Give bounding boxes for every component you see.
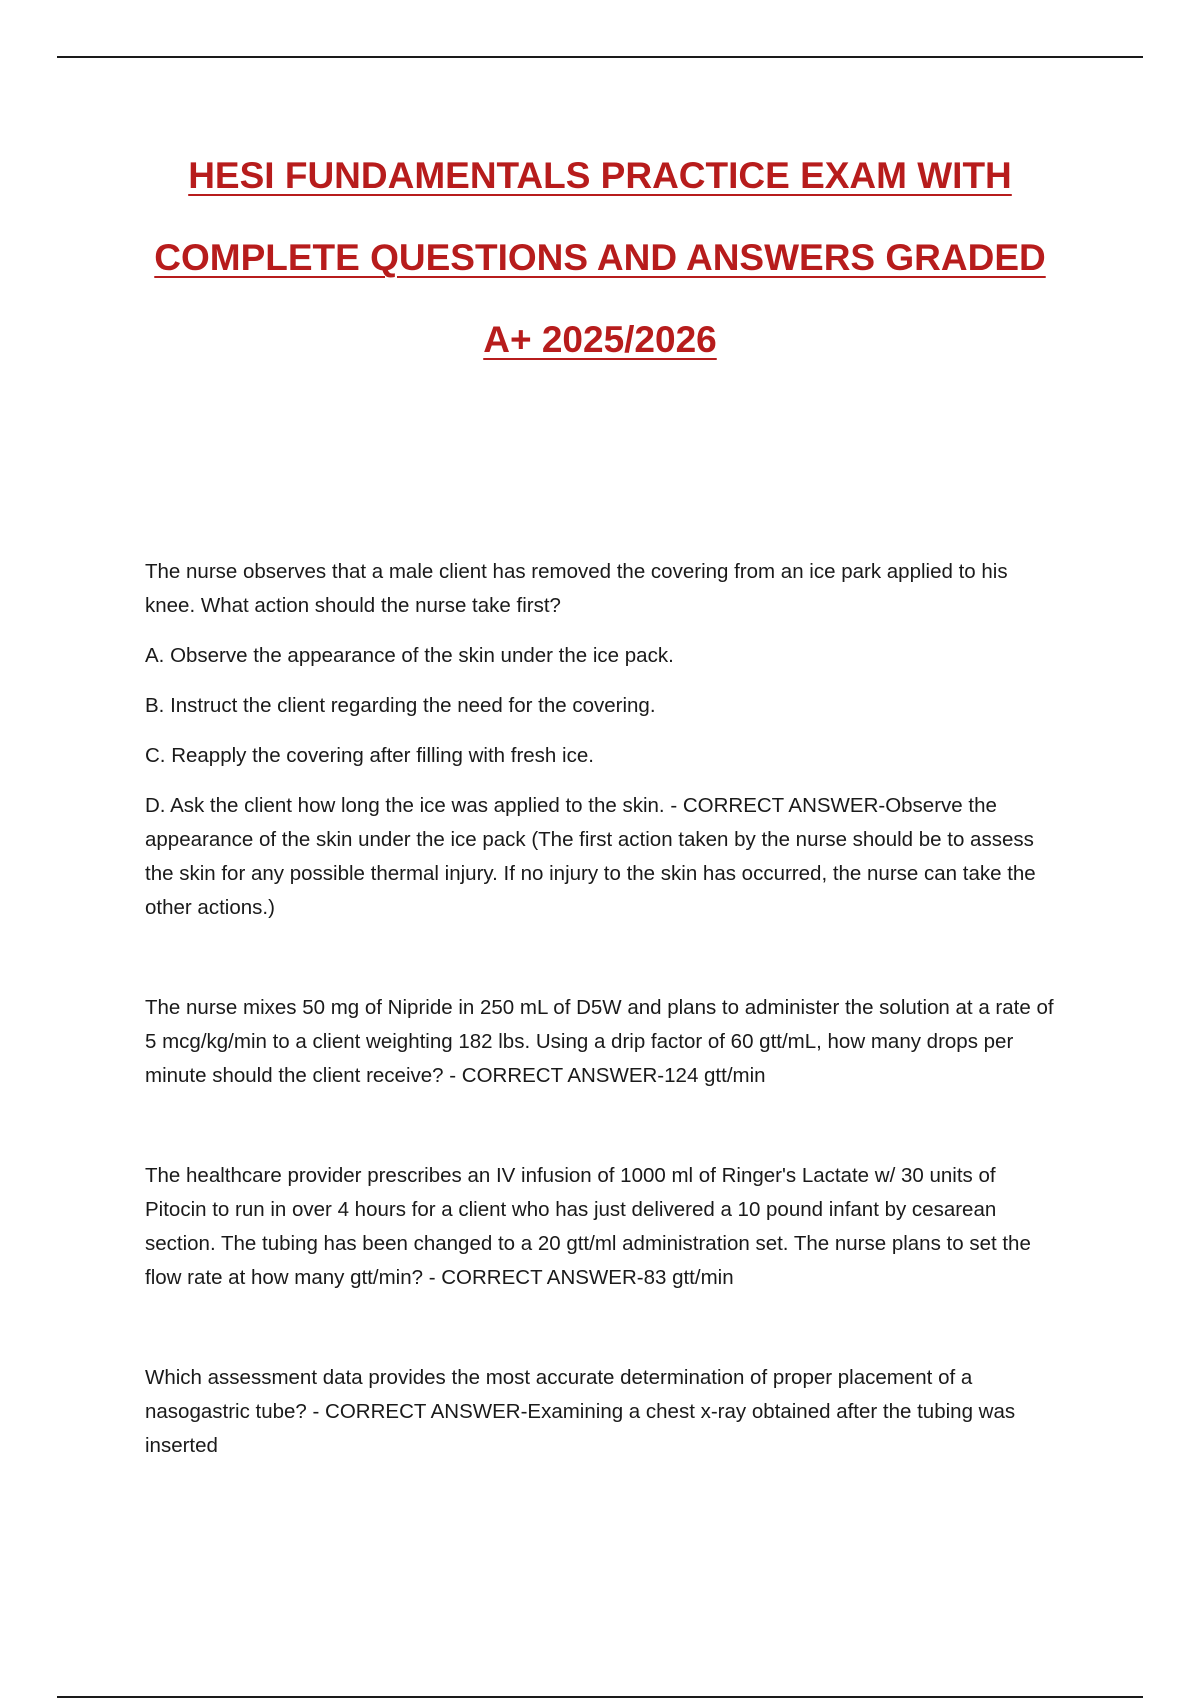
option-a: A. Observe the appearance of the skin under the ice pack. xyxy=(145,644,674,667)
title-line-2: COMPLETE QUESTIONS AND ANSWERS GRADED xyxy=(154,237,1046,278)
question-block-3 xyxy=(145,1159,1055,1295)
title-line-3: A+ 2025/2026 xyxy=(483,319,717,360)
question-list xyxy=(145,555,1055,1529)
question-block-4 xyxy=(145,1361,1055,1463)
question-with-answer: Which assessment data provides the most accurate determination of proper placement of a nasogastric tube? - CORRECT ANSWER-Examining a chest x-ray obtained after the tubing was inserted xyxy=(145,1366,1016,1457)
question-block-2 xyxy=(145,991,1055,1093)
question-with-answer: The nurse mixes 50 mg of Nipride in 250 mL of D5W and plans to administer the solution at a rate of 5 mcg/kg/min to a client weighting 182 lbs. Using a drip factor of 60 gtt/mL, how many drops per minute should the client receive? - CORRECT ANSWER-124 gtt/min xyxy=(145,996,1054,1087)
title-line-1: HESI FUNDAMENTALS PRACTICE EXAM WITH xyxy=(188,155,1012,196)
option-c: C. Reapply the covering after filling with fresh ice. xyxy=(145,744,594,767)
question-with-answer: The healthcare provider prescribes an IV infusion of 1000 ml of Ringer's Lactate w/ 30 units of Pitocin to run in over 4 hours for a client who has just delivered a 10 pound infant by cesarean section. The tubing has been changed to a 20 gtt/ml administration set. The nurse plans to set the flow rate at how many gtt/min? - CORRECT ANSWER-83 gtt/min xyxy=(145,1164,1031,1289)
document-title xyxy=(0,135,1200,381)
top-rule xyxy=(57,56,1143,58)
question-text: The nurse observes that a male client has removed the covering from an ice park applied to his knee. What action should the nurse take first? xyxy=(145,560,1008,617)
option-d-with-answer: D. Ask the client how long the ice was applied to the skin. - CORRECT ANSWER-Observe the appearance of the skin under the ice pack (The first action taken by the nurse should be to assess the skin for any possible thermal injury. If no injury to the skin has occurred, the nurse can take the other actions.) xyxy=(145,794,1036,919)
option-b: B. Instruct the client regarding the need for the covering. xyxy=(145,694,656,717)
question-block-1 xyxy=(145,555,1055,925)
bottom-rule xyxy=(57,1696,1143,1698)
